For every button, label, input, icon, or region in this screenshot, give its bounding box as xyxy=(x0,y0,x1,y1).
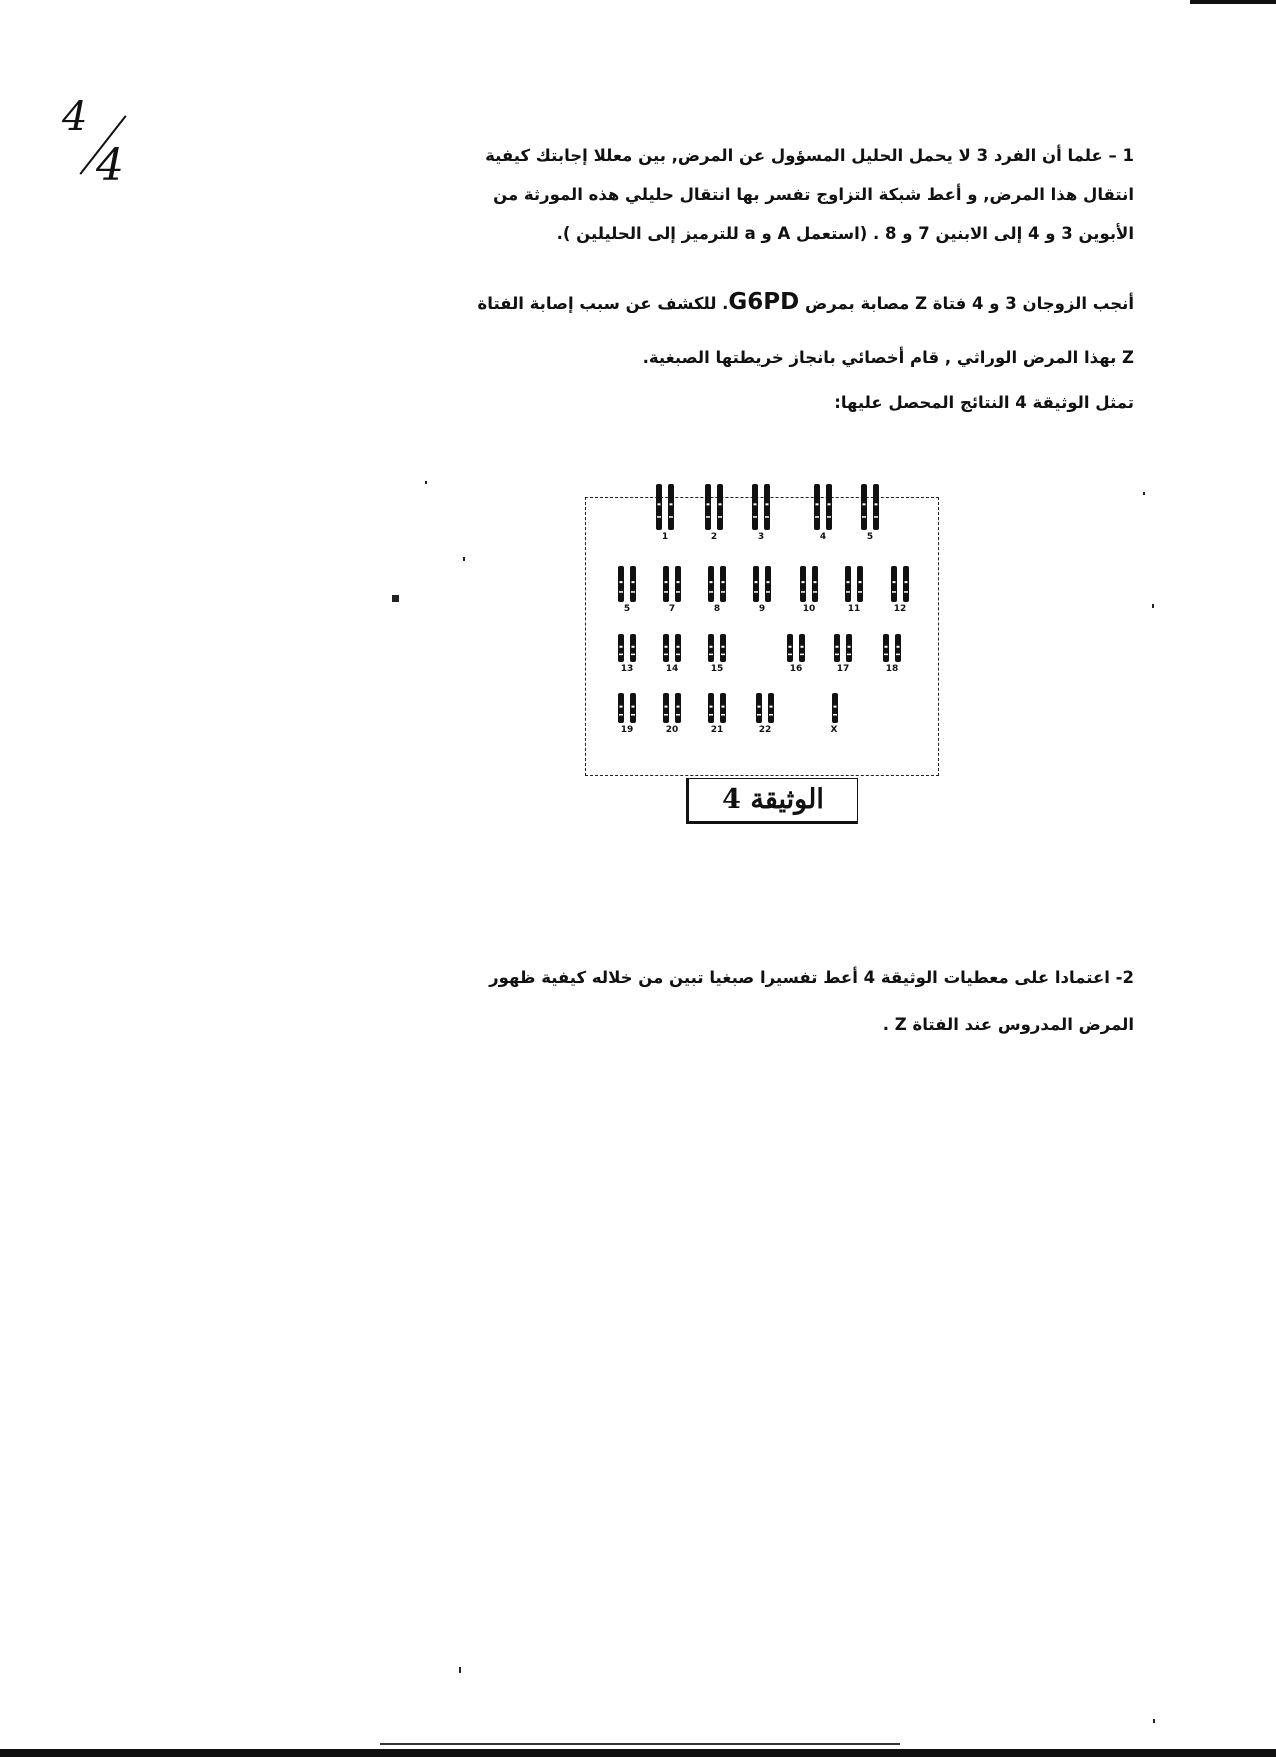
chromosome-number: X xyxy=(830,725,838,735)
chromosome-pair xyxy=(654,634,690,674)
question-1-line: الأبوين 3 و 4 إلى الابنين 7 و 8 . (استعمل A و a للترميز إلى الحليلين ). xyxy=(556,224,1134,243)
chromosome-pair xyxy=(744,566,780,614)
chromosome-pair xyxy=(654,566,690,614)
scan-speck xyxy=(425,481,427,484)
chromosome-shape xyxy=(654,693,690,723)
chromosome-number: 4 xyxy=(819,532,827,542)
chromosome-pair xyxy=(852,484,888,542)
chromosome-pair xyxy=(609,634,645,674)
chromosome-pair xyxy=(654,693,690,735)
chromosome-pair xyxy=(609,693,645,735)
chromosome-number: 5 xyxy=(623,604,631,614)
chromosome-number: 3 xyxy=(757,532,765,542)
chromosome-number: 9 xyxy=(758,604,766,614)
question-1-line: انتقال هذا المرض, و أعط شبكة التزاوج تفسر بها انتقال حليلي هذه المورثة من xyxy=(493,185,1134,204)
chromosome-number: 17 xyxy=(836,664,850,674)
chromosome-pair xyxy=(882,566,918,614)
intro-line-3: تمثل الوثيقة 4 النتائج المحصل عليها: xyxy=(834,393,1134,412)
chromosome-pair xyxy=(778,634,814,674)
chromosome-shape xyxy=(744,566,780,602)
chromosome-shape xyxy=(696,484,732,530)
chromosome-number: 5 xyxy=(866,532,874,542)
chromosome-shape xyxy=(836,566,872,602)
scan-speck xyxy=(392,595,399,602)
chromosome-shape xyxy=(791,566,827,602)
chromosome-number: 2 xyxy=(710,532,718,542)
chromosome-shape xyxy=(699,693,735,723)
chromosome-pair xyxy=(699,566,735,614)
scan-speck xyxy=(463,557,465,561)
chromosome-shape xyxy=(699,634,735,662)
chromosome-number: 15 xyxy=(710,664,724,674)
chromosome-number: 16 xyxy=(789,664,803,674)
chromosome-shape xyxy=(816,693,852,723)
chromosome-pair xyxy=(836,566,872,614)
chromosome-pair xyxy=(816,693,852,735)
chromosome-pair xyxy=(696,484,732,542)
chromosome-number: 13 xyxy=(620,664,634,674)
chromosome-shape xyxy=(874,634,910,662)
chromosome-shape xyxy=(747,693,783,723)
chromosome-pair xyxy=(699,693,735,735)
question-1-line: 1 – علما أن الفرد 3 لا يحمل الحليل المسؤول عن المرض, بين معللا إجابتك كيفية xyxy=(485,146,1134,165)
page-number xyxy=(58,94,148,194)
karyotype-document xyxy=(585,497,939,776)
scan-speck xyxy=(459,1667,461,1673)
chromosome-number: 21 xyxy=(710,725,724,735)
scan-edge-bottom xyxy=(0,1749,1276,1757)
chromosome-number: 20 xyxy=(665,725,679,735)
chromosome-shape xyxy=(852,484,888,530)
chromosome-number: 22 xyxy=(758,725,772,735)
intro-line-2: Z بهذا المرض الوراثي , قام أخصائي بانجاز خريطتها الصبغية. xyxy=(642,348,1134,367)
chromosome-shape xyxy=(882,566,918,602)
scan-speck xyxy=(1143,492,1145,495)
chromosome-shape xyxy=(654,634,690,662)
chromosome-number: 12 xyxy=(893,604,907,614)
chromosome-pair xyxy=(747,693,783,735)
scan-edge-line xyxy=(380,1743,900,1745)
chromosome-pair xyxy=(825,634,861,674)
intro-line-1-end: . للكشف عن سبب إصابة الفتاة xyxy=(477,294,729,313)
chromosome-number: 14 xyxy=(665,664,679,674)
chromosome-shape xyxy=(699,566,735,602)
chromosome-number: 10 xyxy=(802,604,816,614)
chromosome-shape xyxy=(825,634,861,662)
chromosome-shape xyxy=(743,484,779,530)
chromosome-pair xyxy=(805,484,841,542)
chromosome-pair xyxy=(743,484,779,542)
intro-line-1-start: أنجب الزوجان 3 و 4 فتاة Z مصابة بمرض xyxy=(799,294,1134,313)
chromosome-shape xyxy=(609,693,645,723)
question-2-line: المرض المدروس عند الفتاة Z . xyxy=(882,1015,1134,1034)
chromosome-shape xyxy=(805,484,841,530)
chromosome-shape xyxy=(654,566,690,602)
chromosome-number: 8 xyxy=(713,604,721,614)
scan-edge-top xyxy=(1190,0,1276,4)
chromosome-pair xyxy=(791,566,827,614)
chromosome-pair xyxy=(609,566,645,614)
chromosome-number: 7 xyxy=(668,604,676,614)
chromosome-number: 1 xyxy=(661,532,669,542)
chromosome-number: 18 xyxy=(885,664,899,674)
chromosome-pair xyxy=(874,634,910,674)
chromosome-shape xyxy=(647,484,683,530)
document-label: الوثيقة 4 xyxy=(686,778,858,824)
scan-speck xyxy=(1153,1719,1155,1723)
page-number-current: 4 xyxy=(62,94,88,140)
page-number-total: 4 xyxy=(96,140,124,191)
question-2-line: 2- اعتمادا على معطيات الوثيقة 4 أعط تفسيرا صبغيا تبين من خلاله كيفية ظهور xyxy=(489,968,1134,987)
chromosome-pair xyxy=(647,484,683,542)
scan-speck xyxy=(1152,604,1154,608)
chromosome-shape xyxy=(609,566,645,602)
chromosome-shape xyxy=(778,634,814,662)
chromosome-number: 11 xyxy=(847,604,861,614)
chromosome-pair xyxy=(699,634,735,674)
chromosome-shape xyxy=(609,634,645,662)
intro-line-1 xyxy=(478,289,1134,315)
chromosome-number: 19 xyxy=(620,725,634,735)
disease-name: G6PD xyxy=(728,289,800,315)
